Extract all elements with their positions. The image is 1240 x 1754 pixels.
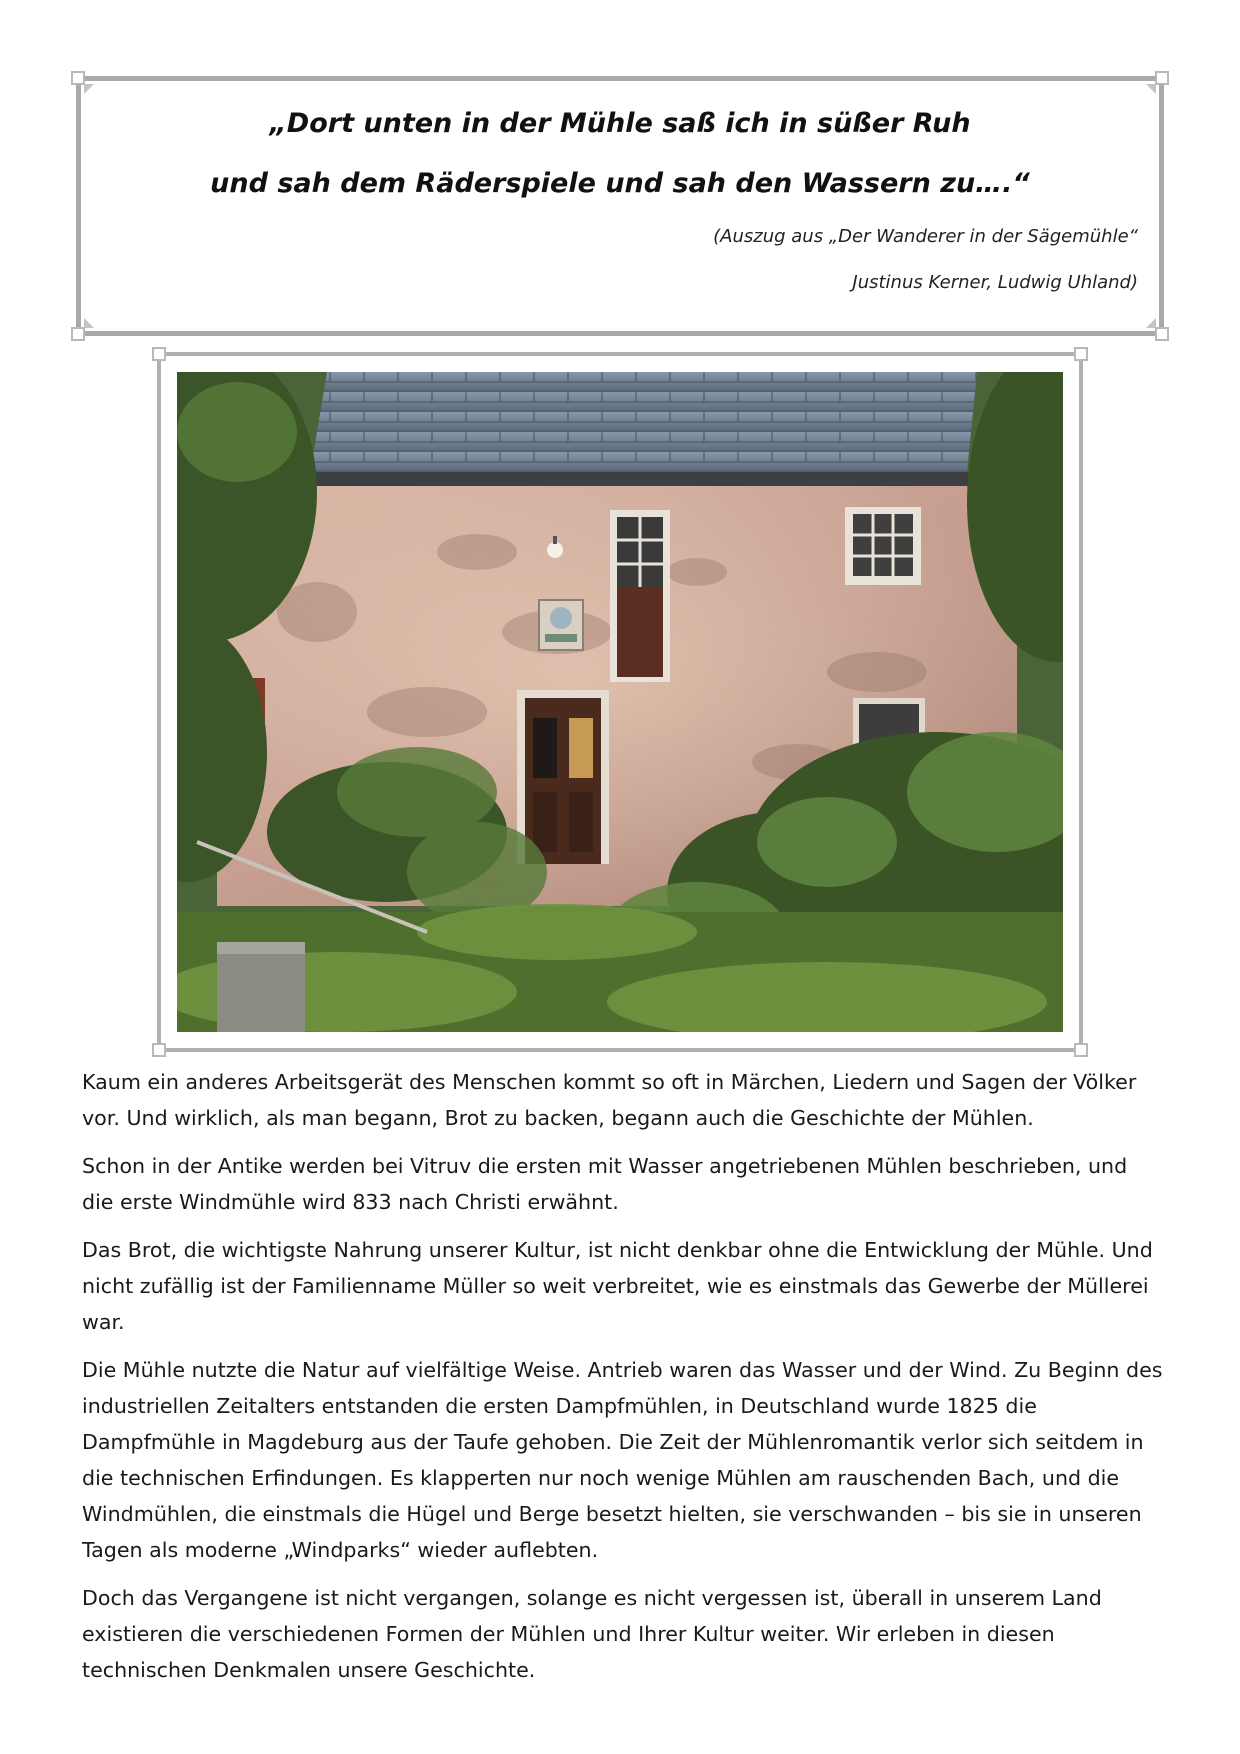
mill-house-illustration [177, 372, 1063, 1032]
frame-corner-triangle [84, 84, 94, 94]
frame-corner-ornament [1155, 327, 1169, 341]
frame-corner-ornament [71, 71, 85, 85]
quote-line-2: und sah dem Räderspiele und sah den Wassern zu….“ [210, 168, 1030, 199]
frame-corner-ornament [1074, 1043, 1088, 1057]
frame-corner-ornament [71, 327, 85, 341]
paragraph-3: Das Brot, die wichtigste Nahrung unserer Kultur, ist nicht denkbar ohne die Entwicklung der Mühle. Und nicht zufällig ist der Familienname Müller so weit verbreitet, wie es einstmals das Gewerbe der Müllerei war. [82, 1238, 1153, 1334]
frame-corner-triangle [1146, 84, 1156, 94]
frame-corner-triangle [84, 318, 94, 328]
paragraph-5: Doch das Vergangene ist nicht vergangen, solange es nicht vergessen ist, überall in unserem Land existieren die verschiedenen Formen der Mühlen und Ihrer Kultur weiter. Wir erleben in diesen technischen Denkmalen unsere Geschichte. [82, 1586, 1102, 1682]
frame-border-top [157, 352, 1083, 356]
frame-corner-ornament [152, 1043, 166, 1057]
quote-box [76, 76, 1164, 336]
body-text [82, 1064, 1164, 1700]
frame-corner-ornament [1155, 71, 1169, 85]
frame-corner-ornament [1074, 347, 1088, 361]
quote-source: (Auszug aus „Der Wanderer in der Sägemühle“ [713, 226, 1138, 247]
paragraph-4: Die Mühle nutzte die Natur auf vielfältige Weise. Antrieb waren das Wasser und der Wind. Zu Beginn des industriellen Zeitalters entstanden die ersten Dampfmühlen, in Deutschland wurde 1825 die Dampfmühle in Magdeburg aus der Taufe gehoben. Die Zeit der Mühlenromantik verlor sich seitdem in die technischen Erfindungen. Es klapperten nur noch wenige Mühlen am rauschenden Bach, und die Windmühlen, die einstmals die Hügel und Berge besetzt hielten, sie verschwanden – bis sie in unseren Tagen als moderne „Windparks“ wieder auflebten. [82, 1358, 1163, 1562]
quote-line-1: „Dort unten in der Mühle saß ich in süßer Ruh [269, 108, 971, 139]
quote-authors: Justinus Kerner, Ludwig Uhland) [852, 272, 1138, 293]
paragraph-2: Schon in der Antike werden bei Vitruv die ersten mit Wasser angetriebenen Mühlen beschrieben, und die erste Windmühle wird 833 nach Christi erwähnt. [82, 1154, 1128, 1214]
frame-border-bottom [157, 1048, 1083, 1052]
frame-corner-triangle [1146, 318, 1156, 328]
photo-frame [157, 352, 1083, 1052]
frame-border-top [76, 76, 1164, 81]
paragraph-1: Kaum ein anderes Arbeitsgerät des Menschen kommt so oft in Märchen, Liedern und Sagen der Völker vor. Und wirklich, als man begann, Brot zu backen, begann auch die Geschichte der Mühlen. [82, 1070, 1137, 1130]
frame-border-right [1079, 352, 1083, 1052]
stone-block [217, 942, 305, 1032]
mill-house-photo [177, 372, 1063, 1032]
frame-corner-ornament [152, 347, 166, 361]
frame-border-bottom [76, 331, 1164, 336]
frame-border-left [157, 352, 161, 1052]
